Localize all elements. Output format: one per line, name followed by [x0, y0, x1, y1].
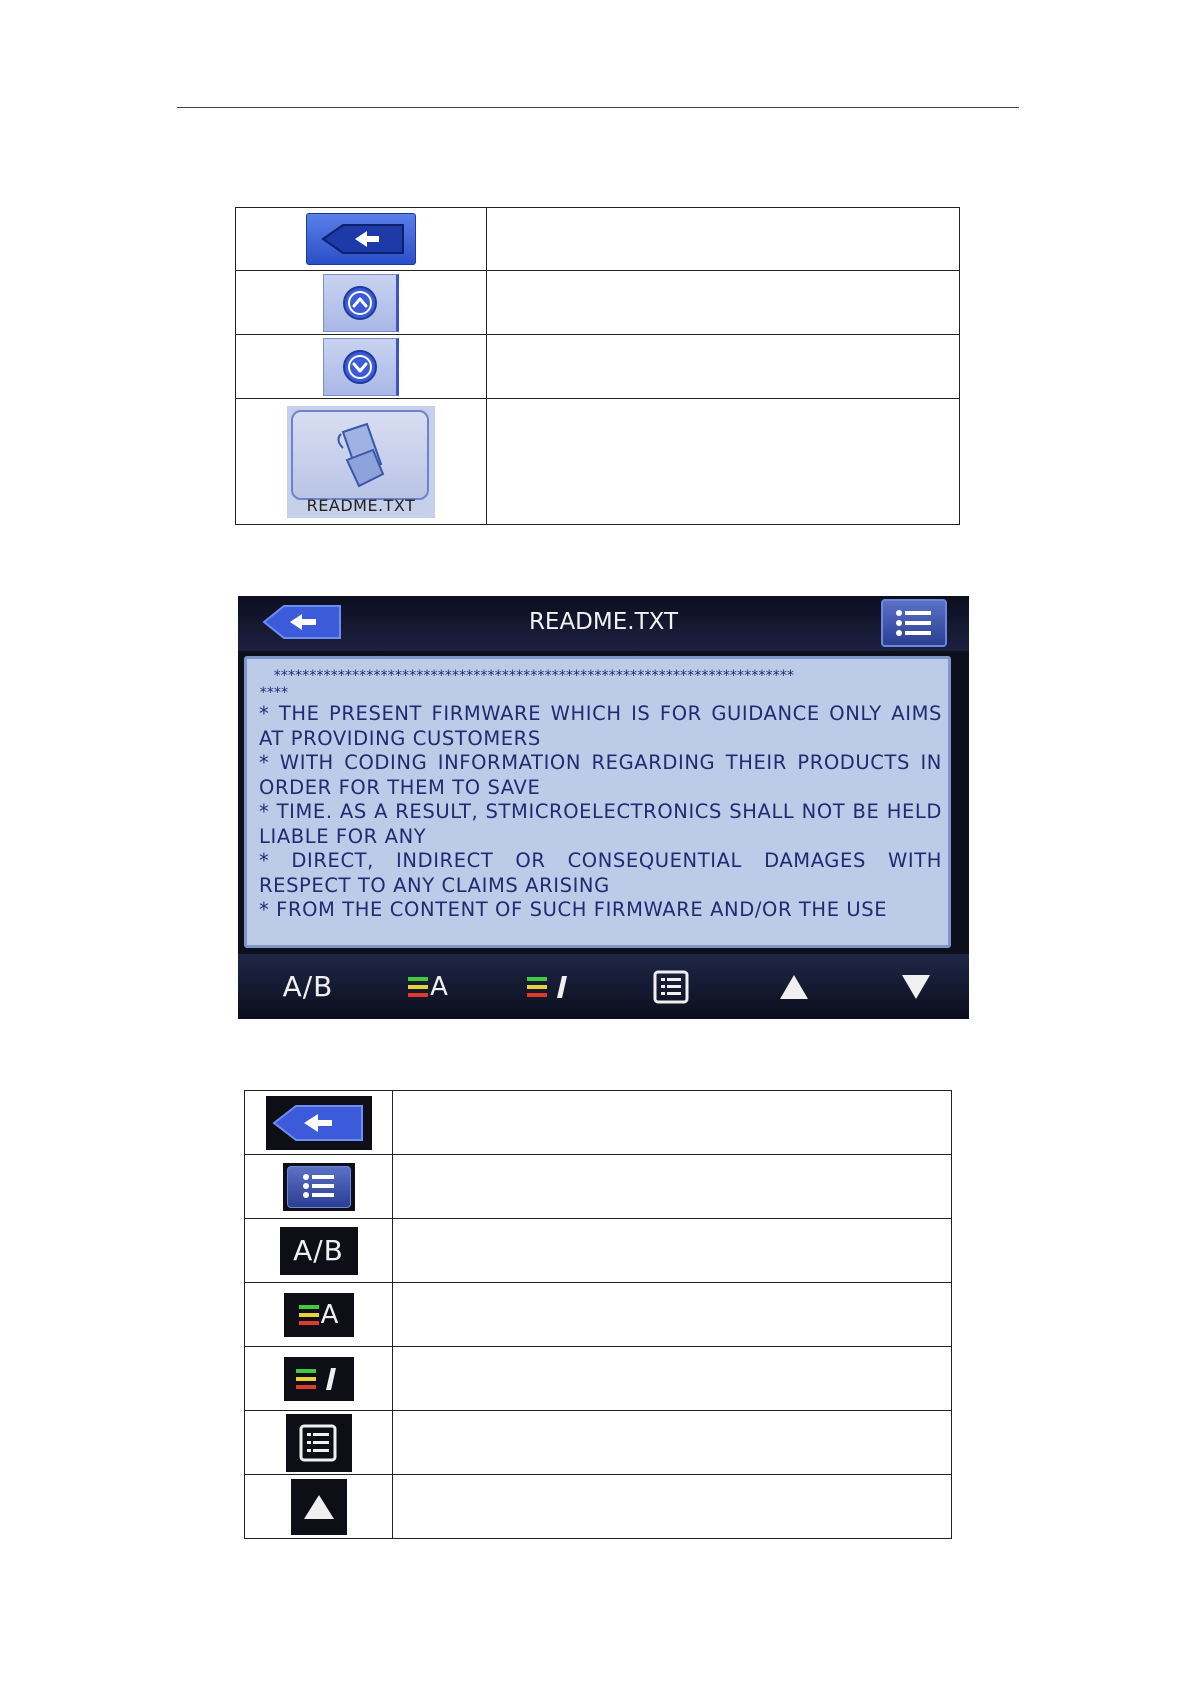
icon-cell [245, 1283, 393, 1347]
table-row [245, 1283, 952, 1347]
text-paragraph: * THE PRESENT FIRMWARE WHICH IS FOR GUIDANCE ONLY AIMS AT PROVIDING CUSTOMERS [259, 702, 942, 750]
background-color-icon [284, 1357, 354, 1401]
page-down-icon [900, 973, 932, 1001]
table-row [236, 208, 960, 271]
table-row [245, 1475, 952, 1539]
screen-top-bar [238, 596, 969, 651]
menu-list-icon [895, 608, 933, 638]
menu-button[interactable] [881, 599, 947, 647]
scroll-down-icon [323, 338, 399, 396]
icon-cell [245, 1219, 393, 1283]
description-cell [487, 271, 960, 335]
icon-table-text-viewer [244, 1090, 952, 1539]
background-color-button[interactable] [500, 954, 600, 1019]
description-cell [487, 399, 960, 525]
text-paragraph: * TIME. AS A RESULT, STMICROELECTRONICS SHALL NOT BE HELD LIABLE FOR ANY [259, 800, 942, 848]
icon-table-file-browser [235, 207, 960, 525]
scroll-up-icon [323, 274, 399, 332]
page-up-icon [291, 1479, 347, 1535]
list-view-button[interactable] [622, 954, 722, 1019]
description-cell [393, 1219, 952, 1283]
back-arrow-icon [306, 213, 416, 265]
icon-cell [236, 271, 487, 335]
description-cell [393, 1475, 952, 1539]
ab-toggle-label: A/B [293, 1234, 344, 1267]
description-cell [393, 1155, 952, 1219]
ab-toggle-button[interactable] [258, 954, 358, 1019]
icon-cell [245, 1155, 393, 1219]
list-view-icon [653, 970, 691, 1004]
icon-cell [236, 399, 487, 525]
text-line: ************************************************************************* [273, 669, 794, 684]
icon-cell [245, 1091, 393, 1155]
table-row [245, 1411, 952, 1475]
table-row [236, 335, 960, 399]
background-color-icon [527, 974, 573, 1000]
ab-toggle-icon [280, 1227, 358, 1275]
page-down-button[interactable] [866, 954, 966, 1019]
table-row [245, 1219, 952, 1283]
font-color-icon [284, 1293, 354, 1337]
device-screen [238, 596, 969, 1019]
icon-cell [245, 1411, 393, 1475]
screen-bottom-bar [238, 954, 969, 1019]
table-row [245, 1347, 952, 1411]
description-cell [487, 335, 960, 399]
ab-toggle-icon: A/B [282, 970, 334, 1003]
description-cell [393, 1283, 952, 1347]
menu-list-icon [283, 1163, 355, 1211]
readme-file-label: README.TXT [306, 495, 416, 515]
screen-title: README.TXT [528, 609, 679, 635]
font-color-button[interactable] [378, 954, 478, 1019]
text-paragraph: * DIRECT, INDIRECT OR CONSEQUENTIAL DAMAGES WITH RESPECT TO ANY CLAIMS ARISING [259, 849, 942, 897]
readme-file-icon [287, 406, 435, 518]
text-paragraph: * FROM THE CONTENT OF SUCH FIRMWARE AND/OR THE USE [259, 898, 888, 921]
description-cell [393, 1091, 952, 1155]
readme-text-area[interactable] [244, 656, 951, 948]
icon-cell [245, 1347, 393, 1411]
table-row [245, 1091, 952, 1155]
page-up-icon [778, 973, 810, 1001]
text-paragraph: * WITH CODING INFORMATION REGARDING THEIR PRODUCTS IN ORDER FOR THEM TO SAVE [259, 751, 942, 799]
header-rule [177, 107, 1019, 108]
list-view-icon [286, 1414, 352, 1472]
icon-cell [236, 208, 487, 271]
description-cell [393, 1411, 952, 1475]
back-arrow-icon [266, 1096, 372, 1150]
font-color-icon [408, 975, 430, 999]
font-color-letter: A [430, 971, 448, 1002]
icon-cell [236, 335, 487, 399]
page-up-button[interactable] [744, 954, 844, 1019]
table-row [245, 1155, 952, 1219]
table-row [236, 271, 960, 335]
font-color-letter: A [320, 1299, 339, 1330]
text-line: **** [259, 685, 288, 701]
description-cell [393, 1347, 952, 1411]
table-row [236, 399, 960, 525]
icon-cell [245, 1475, 393, 1539]
description-cell [487, 208, 960, 271]
